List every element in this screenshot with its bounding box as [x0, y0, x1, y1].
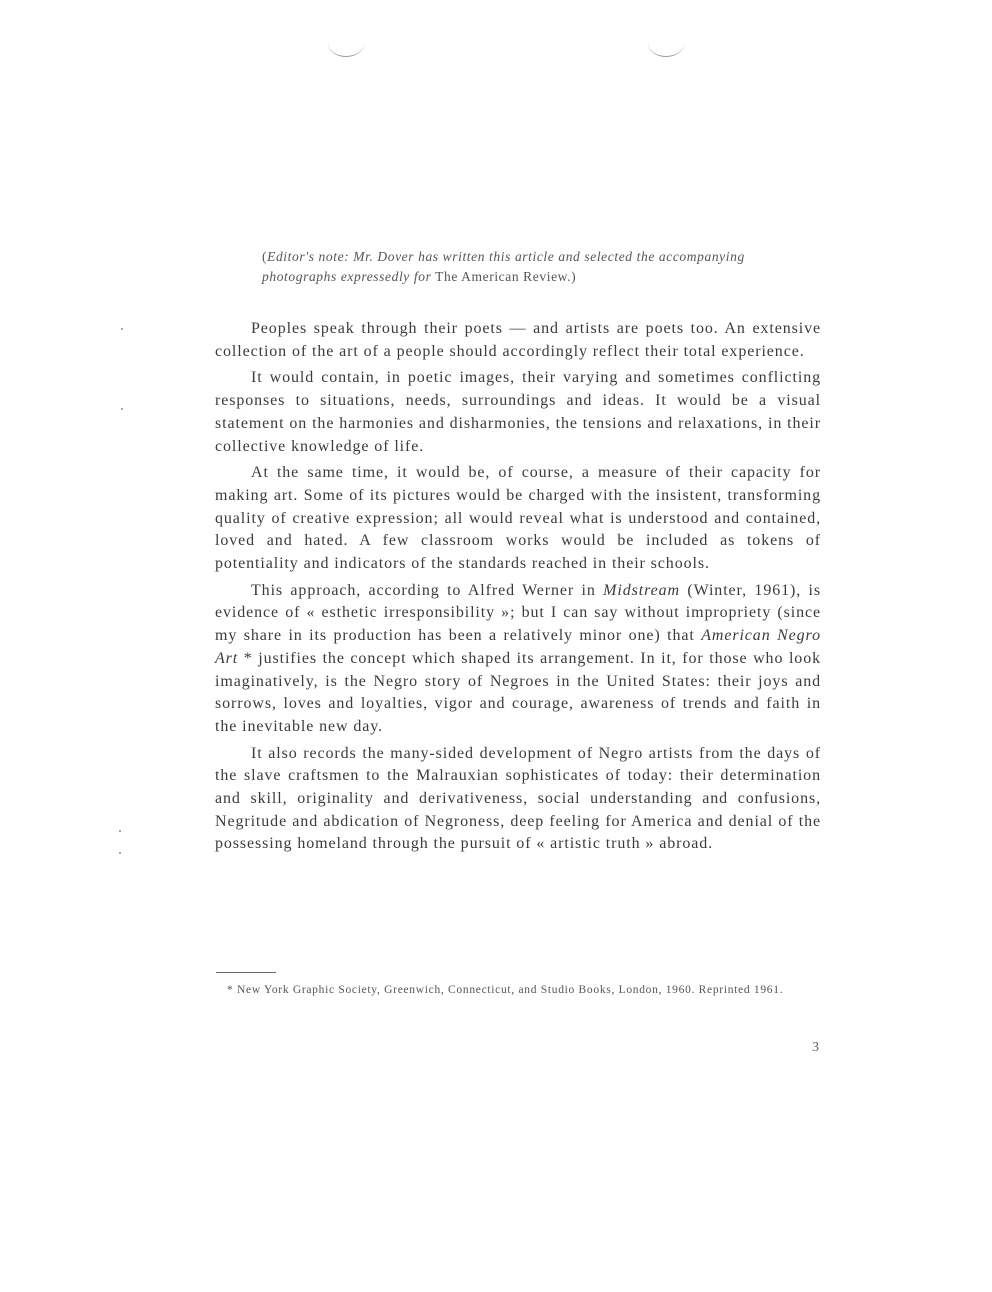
- margin-speck: [119, 830, 121, 832]
- midstream-title: Midstream: [603, 581, 680, 599]
- editor-note-italic: Editor's note: Mr. Dover has written this article and selected the accompanying photographs expressedly for: [262, 249, 745, 284]
- paragraph-1: Peoples speak through their poets — and artists are poets too. An extensive collection of the art of a people should accordingly reflect their total experience.: [215, 320, 821, 360]
- margin-speck: [121, 408, 123, 410]
- paragraph-3: At the same time, it would be, of course, a measure of their capacity for making art. Some of its pictures would be charged with the insistent, transforming quality of creative expression; all would reveal what is understood and contained, loved and hated. A few classroom works would be included as tokens of potentiality and indicators of the standards reached in their schools.: [215, 464, 821, 573]
- footnote-rule: [216, 972, 276, 973]
- paragraph-5: It also records the many-sided development of Negro artists from the days of the slave craftsmen to the Malrauxian sophisticates of today: their determination and skill, originality and derivativeness, social understanding and confusions, Negritude and abdication of Negroness, deep feeling for America and denial of the possessing homeland through the pursuit of « artistic truth » abroad.: [215, 744, 821, 853]
- paragraph-2: It would contain, in poetic images, their varying and sometimes conflicting responses to situations, needs, surroundings and ideas. It would be a visual statement on the harmonies and disharmonies, the tensions and relaxations, in their collective knowledge of life.: [215, 369, 821, 455]
- footnote: * New York Graphic Society, Greenwich, Connecticut, and Studio Books, London, 1960. Reprinted 1961.: [227, 984, 784, 996]
- paragraph-4: [215, 580, 821, 739]
- page-number: 3: [812, 1040, 819, 1055]
- margin-speck: [121, 328, 123, 330]
- margin-speck: [119, 852, 121, 854]
- editor-note-journal: The American Review.): [431, 269, 577, 284]
- punch-hole-right: [648, 30, 684, 57]
- punch-hole-left: [328, 30, 364, 57]
- paragraph-4-text-e: * justifies the concept which shaped its arrangement. In it, for those who look imaginatively, is the Negro story of Negroes in the United States: their joys and sorrows, loves and loyalties, vigor and courage, awareness of trends and faith in the inevitable new day.: [215, 649, 821, 735]
- article-body: [215, 318, 821, 860]
- paragraph-4-text-a: This approach, according to Alfred Werner in: [251, 581, 604, 599]
- book-title: American Negro Art: [215, 627, 821, 667]
- editor-note-open: (: [262, 249, 268, 264]
- editor-note: [262, 247, 782, 287]
- paragraph-4-text-c: (Winter, 1961), is evidence of « esthetic irresponsibility »; but I can say without impropriety (since my share in its production has been a relatively minor one) that: [215, 581, 821, 645]
